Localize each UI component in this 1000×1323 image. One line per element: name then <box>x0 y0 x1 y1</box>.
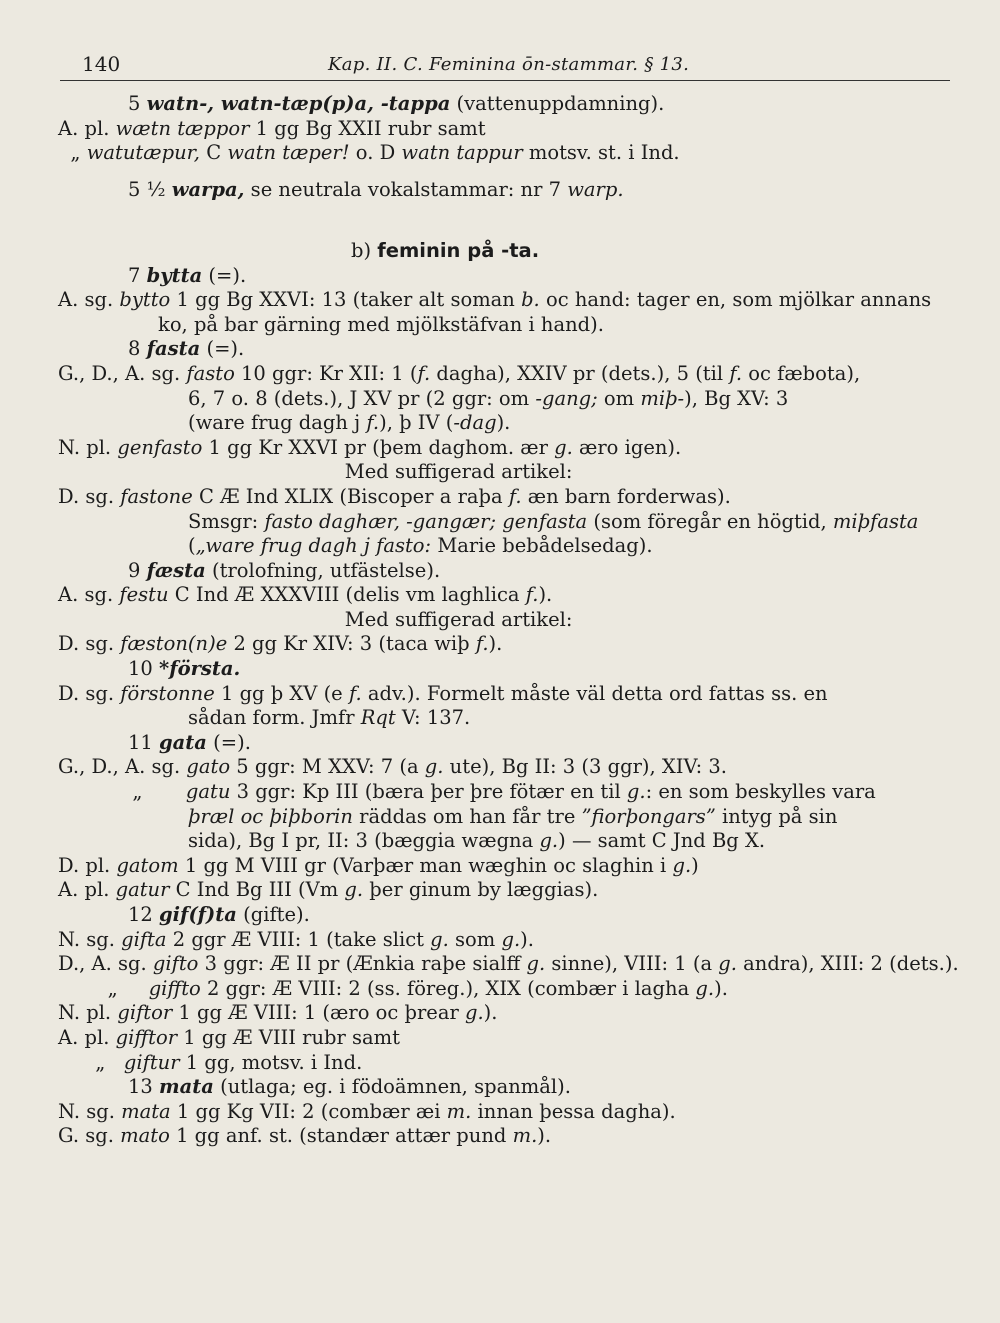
page-body <box>58 92 958 1149</box>
text-segment: fæsta <box>146 558 206 582</box>
text-segment: watn-, watn-tæp(p)a, -tappa <box>146 92 451 115</box>
text-segment: g. <box>672 853 692 877</box>
text-segment: warpa, <box>171 177 245 201</box>
text-segment: mata <box>159 1075 214 1099</box>
running-title: Kap. II. C. Feminina ōn-stammar. § 13. <box>328 54 690 75</box>
text-segment: miþ- <box>640 386 685 410</box>
text-segment: D. sg. <box>58 632 121 656</box>
text-segment: fasta <box>146 337 201 361</box>
text-segment: ). <box>496 411 511 435</box>
text-line <box>58 1001 958 1026</box>
text-segment: gata <box>159 730 207 754</box>
text-segment: -dag <box>453 411 497 435</box>
text-segment: innan þessa dagha). <box>471 1099 676 1123</box>
text-segment: þræl oc þiþborin <box>188 804 353 828</box>
text-line <box>58 1026 958 1051</box>
text-line <box>58 903 958 928</box>
text-segment: Med suffigerad artikel: <box>258 607 573 631</box>
text-segment: f. <box>508 484 522 508</box>
text-segment: ). <box>537 1124 552 1148</box>
text-segment: g. <box>554 435 573 459</box>
text-segment: g. <box>430 927 449 951</box>
text-segment: giftor <box>117 1001 173 1025</box>
text-segment: Smsgr: <box>188 509 265 533</box>
text-segment: : en som beskylles vara <box>645 780 876 804</box>
text-segment: gatom <box>116 853 179 877</box>
text-line <box>58 178 958 203</box>
text-line <box>58 337 958 362</box>
text-segment: C <box>206 141 228 165</box>
text-segment: g. <box>526 952 546 976</box>
text-segment: gatur <box>115 878 170 902</box>
text-line <box>58 460 958 485</box>
text-segment: 2 ggr: Æ VIII: 2 (ss. föreg.), XIX (combær i lagha <box>200 976 696 1000</box>
text-line <box>58 1100 958 1125</box>
text-line <box>58 387 958 412</box>
text-segment: N. pl. <box>58 1001 118 1025</box>
text-segment: 1 gg anf. st. (standær attær pund <box>169 1124 513 1148</box>
text-segment: D. pl. <box>58 853 117 877</box>
text-segment: 8 <box>128 337 147 361</box>
text-segment: g. <box>626 780 646 804</box>
text-segment: b) <box>258 238 378 262</box>
text-segment: m. <box>512 1124 538 1148</box>
text-segment: æro igen). <box>572 435 682 459</box>
text-segment: gatu <box>185 780 231 804</box>
text-segment: 1 gg Bg XXVI: 13 (taker alt soman <box>170 288 522 312</box>
text-line <box>58 952 958 977</box>
text-line <box>58 559 958 584</box>
text-segment: giftur <box>123 1050 180 1074</box>
text-segment: adv.). Formelt måste väl detta ord fattas ss. en <box>361 681 828 705</box>
text-segment: 2 gg Kr XIV: 3 (taca wiþ <box>227 632 476 656</box>
text-segment: D., A. sg. <box>58 952 153 976</box>
text-segment: 1 gg, motsv. i Ind. <box>179 1050 363 1074</box>
text-line <box>58 92 958 117</box>
text-line <box>58 805 958 830</box>
text-segment: sida), Bg I pr, II: 3 (bæggia wægna <box>188 829 540 853</box>
text-segment: (=). <box>202 263 247 287</box>
text-segment: g. <box>695 976 715 1000</box>
text-segment: 1 gg Æ VIII rubr samt <box>177 1025 400 1049</box>
text-segment: ). <box>520 927 534 951</box>
text-segment: ko, på bar gärning med mjölkstäfvan i hand). <box>158 312 604 336</box>
text-segment: fæston(n)e <box>120 632 228 656</box>
text-segment: watn tæper! <box>227 141 350 165</box>
text-segment: o. D <box>349 141 402 165</box>
text-segment: A. pl. <box>58 878 116 902</box>
text-segment: bytta <box>146 263 203 287</box>
text-segment: „ <box>58 1050 124 1074</box>
text-line <box>58 829 958 854</box>
text-segment: 1 gg þ XV (e <box>214 681 349 705</box>
text-segment: watn tappur <box>401 141 523 165</box>
text-segment: 5 ggr: M XXV: 7 (a <box>230 755 425 779</box>
text-segment: (vattenuppdamning). <box>450 92 665 115</box>
text-segment: giffto <box>148 976 201 1000</box>
text-line <box>58 264 958 289</box>
text-line <box>58 583 958 608</box>
text-segment: G. sg. <box>58 1124 121 1148</box>
text-segment: g. <box>501 927 521 951</box>
text-segment: ), Bg XV: 3 <box>684 386 789 410</box>
text-line <box>58 1051 958 1076</box>
text-segment: (gifte). <box>236 903 310 926</box>
text-segment: A. sg. <box>58 583 120 607</box>
text-segment: „ <box>58 780 186 804</box>
text-line <box>58 411 958 436</box>
text-segment: Marie bebådelsedag). <box>431 534 653 558</box>
text-segment: 5 ½ <box>128 177 172 201</box>
text-segment: festu <box>119 583 169 607</box>
text-line <box>58 313 958 338</box>
text-segment: ute), Bg II: 3 (3 ggr), XIV: 3. <box>443 755 727 779</box>
text-segment: f. <box>525 583 539 607</box>
text-line <box>58 362 958 387</box>
text-segment: intyg på sin <box>715 804 838 828</box>
text-segment: mato <box>120 1124 170 1148</box>
text-segment: f. <box>348 681 362 705</box>
text-segment: N. sg. <box>58 927 122 951</box>
line-gap <box>58 166 958 178</box>
text-segment: æn barn forderwas). <box>521 484 731 508</box>
text-segment: „ware frug dagh j fasto: <box>195 534 432 558</box>
text-segment: C Ind Bg III (Vm <box>169 878 345 902</box>
text-segment: g. <box>718 952 737 976</box>
text-segment: motsv. st. i Ind. <box>522 141 680 165</box>
text-segment: bytto <box>119 288 171 312</box>
text-line <box>58 878 958 903</box>
text-segment: 9 <box>128 558 147 582</box>
text-segment: g. <box>344 878 364 902</box>
text-line <box>58 608 958 633</box>
text-segment: gifftor <box>115 1025 178 1049</box>
text-segment: fastone <box>120 484 193 508</box>
text-segment: fasto <box>186 361 235 385</box>
text-line <box>58 854 958 879</box>
text-segment: N. sg. <box>58 1099 122 1123</box>
text-segment: 6, 7 o. 8 (dets.), J XV pr (2 ggr: om <box>188 386 536 410</box>
text-segment: (trolofning, utfästelse). <box>205 558 441 582</box>
text-segment: D. sg. <box>58 484 121 508</box>
text-segment: (=). <box>200 337 245 361</box>
text-segment: se neutrala vokalstammar: nr 7 <box>244 177 568 201</box>
text-line <box>58 534 958 559</box>
text-line <box>58 214 958 239</box>
text-segment: Rqt <box>360 706 396 730</box>
text-line <box>58 485 958 510</box>
text-segment: gifta <box>121 927 167 951</box>
text-line <box>58 141 958 166</box>
text-segment: m. <box>446 1099 472 1123</box>
text-segment: 2 ggr Æ VIII: 1 (take slict <box>166 927 431 951</box>
text-segment: 12 <box>128 903 160 926</box>
text-segment: förstonne <box>120 681 215 705</box>
text-segment: „ <box>58 976 149 1000</box>
text-segment: f. <box>475 632 489 656</box>
text-segment: ), þ IV ( <box>379 411 454 435</box>
text-segment: räddas om han får tre <box>352 804 582 828</box>
text-line <box>58 510 958 535</box>
text-segment: ). <box>483 1001 498 1025</box>
text-segment: 11 <box>128 730 160 754</box>
text-segment: ). <box>714 976 728 1000</box>
text-segment: Med suffigerad artikel: <box>258 460 573 484</box>
text-segment: g. <box>539 829 559 853</box>
text-segment: -gang; <box>535 386 598 410</box>
text-segment: watutæpur, <box>86 141 207 165</box>
text-segment: mata <box>121 1099 171 1123</box>
text-segment: om <box>597 386 641 410</box>
text-segment: 7 <box>128 263 147 287</box>
text-segment <box>58 214 64 237</box>
text-line <box>58 657 958 682</box>
text-segment: C Æ Ind XLIX (Biscoper a raþa <box>192 484 509 508</box>
text-line <box>58 682 958 707</box>
text-line <box>58 1124 958 1149</box>
text-segment: 10 ggr: Kr XII: 1 ( <box>234 361 418 385</box>
text-segment: ) <box>691 853 699 877</box>
text-segment: C Ind Æ XXXVIII (delis vm laghlica <box>168 583 526 607</box>
text-segment: *första. <box>159 657 241 681</box>
text-segment: 3 ggr: Kp III (bæra þer þre fötær en til <box>230 780 627 804</box>
text-line <box>58 731 958 756</box>
text-segment: A. sg. <box>58 288 120 312</box>
text-line <box>58 706 958 731</box>
text-segment: gifto <box>152 952 199 976</box>
text-line <box>58 436 958 461</box>
text-segment: ). <box>538 583 553 607</box>
text-segment: D. sg. <box>58 681 121 705</box>
text-line <box>58 977 958 1002</box>
text-line <box>58 117 958 142</box>
text-segment: f. <box>729 361 743 385</box>
text-line <box>58 1075 958 1100</box>
text-line <box>58 632 958 657</box>
text-segment: G., D., A. sg. <box>58 361 187 385</box>
text-segment: sinne), VIII: 1 (a <box>545 952 719 976</box>
text-segment: V: 137. <box>395 706 471 730</box>
text-segment: andra), XIII: 2 (dets.). <box>736 952 959 976</box>
text-segment: 1 gg Bg XXII rubr samt <box>249 116 486 140</box>
text-segment: ( <box>188 534 196 558</box>
text-segment: gato <box>186 755 231 779</box>
text-segment: 1 gg M VIII gr (Varþær man wæghin oc slaghin i <box>178 853 673 877</box>
text-segment: 13 <box>128 1075 160 1099</box>
text-segment: oc fæbota), <box>742 361 861 385</box>
text-segment: (=). <box>206 730 251 754</box>
text-segment: 1 gg Kr XXVI pr (þem daghom. ær <box>202 435 555 459</box>
text-segment: A. pl. <box>58 116 116 140</box>
text-segment: „ <box>58 141 87 165</box>
text-segment: 10 <box>128 657 160 681</box>
text-line <box>58 239 958 264</box>
text-segment: feminin på -ta. <box>377 238 540 262</box>
text-segment: g. <box>464 1001 484 1025</box>
text-segment: wætn tæppor <box>115 116 250 140</box>
text-segment: ) — samt C Jnd Bg X. <box>558 829 766 853</box>
text-segment: oc hand: tager en, som mjölkar annans <box>539 288 932 312</box>
text-segment: g. <box>424 755 444 779</box>
text-segment: f. <box>417 361 431 385</box>
text-segment: þer ginum by læggias). <box>363 878 599 902</box>
text-segment: genfasto <box>117 435 203 459</box>
text-segment: 3 ggr: Æ II pr (Ænkia raþe sialff <box>198 952 527 976</box>
text-segment: sådan form. Jmfr <box>188 706 361 730</box>
text-segment: b. <box>521 288 540 312</box>
text-segment: f. <box>366 411 380 435</box>
text-line <box>58 755 958 780</box>
text-segment: miþfasta <box>832 509 919 533</box>
text-segment: som <box>448 927 502 951</box>
text-segment: A. pl. <box>58 1025 116 1049</box>
text-segment: dagha), XXIV pr (dets.), 5 (til <box>430 361 730 385</box>
text-segment: (ware frug dagh j <box>188 411 367 435</box>
text-line <box>58 288 958 313</box>
text-segment: (som föregår en högtid, <box>587 509 833 533</box>
text-segment: N. pl. <box>58 435 118 459</box>
text-segment: ). <box>488 632 503 656</box>
text-segment: fasto daghær, -gangær; genfasta <box>264 509 588 533</box>
text-segment: gif(f)ta <box>159 903 237 926</box>
text-segment: G., D., A. sg. <box>58 755 187 779</box>
text-segment: ”fiorþongars” <box>581 804 716 828</box>
text-segment: 1 gg Æ VIII: 1 (æro oc þrear <box>172 1001 465 1025</box>
text-segment: (utlaga; eg. i födoämnen, spanmål). <box>213 1075 571 1099</box>
text-segment: 1 gg Kg VII: 2 (combær æi <box>170 1099 447 1123</box>
text-line <box>58 928 958 953</box>
line-gap <box>58 202 958 214</box>
page-header <box>60 46 950 81</box>
page-number: 140 <box>82 52 121 76</box>
text-segment: warp. <box>567 177 624 201</box>
text-segment: 5 <box>128 92 147 115</box>
text-line <box>58 780 958 805</box>
